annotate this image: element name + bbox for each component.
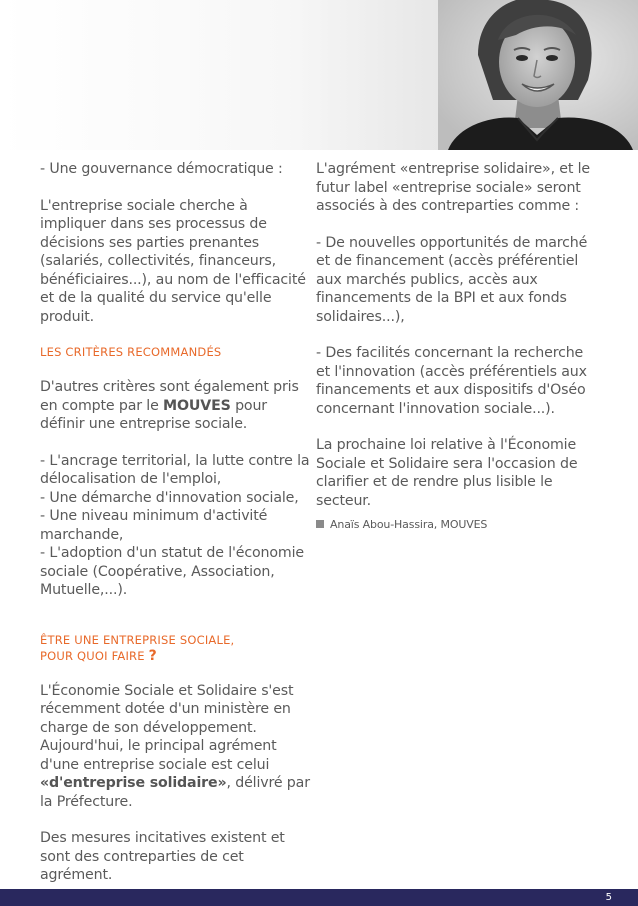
- criteria-list: [40, 452, 312, 600]
- portrait-photo: [438, 0, 638, 150]
- agrement-paragraph: L'agrément «entreprise solidaire», et le futur label «entreprise sociale» seront associés à des contreparties comme :: [316, 161, 591, 214]
- mouves-strong: MOUVES: [163, 397, 231, 414]
- ess-text: L'Économie Sociale et Solidaire s'est récemment dotée d'un ministère en charge de son développement. Aujourd'hui, le principal agrément d'une entreprise sociale est celui: [40, 682, 294, 773]
- section-heading-why-line1: ÊTRE UNE ENTREPRISE SOCIALE,: [40, 632, 235, 647]
- section-heading-why: [40, 632, 312, 664]
- market-opportunities-paragraph: - De nouvelles opportunités de marché et de financement (accès préférentiel aux marchés publics, accès aux financements de la BPI et aux fonds solidaires...),: [316, 234, 588, 325]
- section-heading-why-line2: [40, 648, 312, 664]
- header-photo-band: [0, 0, 638, 150]
- criteria-intro-text: D'autres critères sont également pris en compte par le: [40, 379, 299, 414]
- signature: [316, 518, 598, 532]
- criteria-list-item: - Une niveau minimum d'activité marchande,: [40, 508, 268, 543]
- criteria-list-item: - Une démarche d'innovation sociale,: [40, 489, 299, 506]
- incentives-paragraph: Des mesures incitatives existent et sont des contreparties de cet agrément.: [40, 830, 285, 883]
- entreprise-solidaire-strong: «d'entreprise solidaire»: [40, 775, 227, 791]
- law-paragraph: La prochaine loi relative à l'Économie Sociale et Solidaire sera l'occasion de clarifier et de rendre plus lisible le secteur.: [316, 437, 578, 509]
- governance-paragraph: L'entreprise sociale cherche à impliquer dans ses processus de décisions ses parties prenantes (salariés, collectivités, financeurs, bénéficiaires...), au nom de l'efficacité et de la qualité du service qu'elle produit.: [40, 197, 306, 325]
- square-bullet-icon: [316, 520, 324, 528]
- criteria-intro-paragraph: [40, 378, 312, 434]
- heading-why-text: POUR QUOI FAIRE: [40, 648, 145, 663]
- criteria-intro-text-end: pour définir une entreprise sociale.: [40, 397, 267, 432]
- governance-line: - Une gouvernance démocratique :: [40, 161, 283, 177]
- heading-why-question-mark: ?: [148, 647, 157, 664]
- research-facilities-paragraph: - Des facilités concernant la recherche et l'innovation (accès préférentiels aux financements et aux dispositifs d'Oséo concernant l'innovation sociale...).: [316, 345, 587, 417]
- criteria-list-item: - L'ancrage territorial, la lutte contre la délocalisation de l'emploi,: [40, 452, 310, 487]
- ess-text-end: , délivré par la Préfecture.: [40, 775, 310, 810]
- criteria-list-item: - L'adoption d'un statut de l'économie sociale (Coopérative, Association, Mutuelle,...).: [40, 545, 304, 598]
- left-column: [40, 160, 312, 885]
- section-heading-recommended-criteria: LES CRITÈRES RECOMMANDÉS: [40, 345, 222, 359]
- right-column: [316, 160, 598, 532]
- footer-bar: [0, 889, 638, 906]
- page-number: 5: [605, 892, 612, 903]
- signature-text: Anaïs Abou-Hassira, MOUVES: [330, 518, 488, 531]
- ess-paragraph: [40, 682, 312, 812]
